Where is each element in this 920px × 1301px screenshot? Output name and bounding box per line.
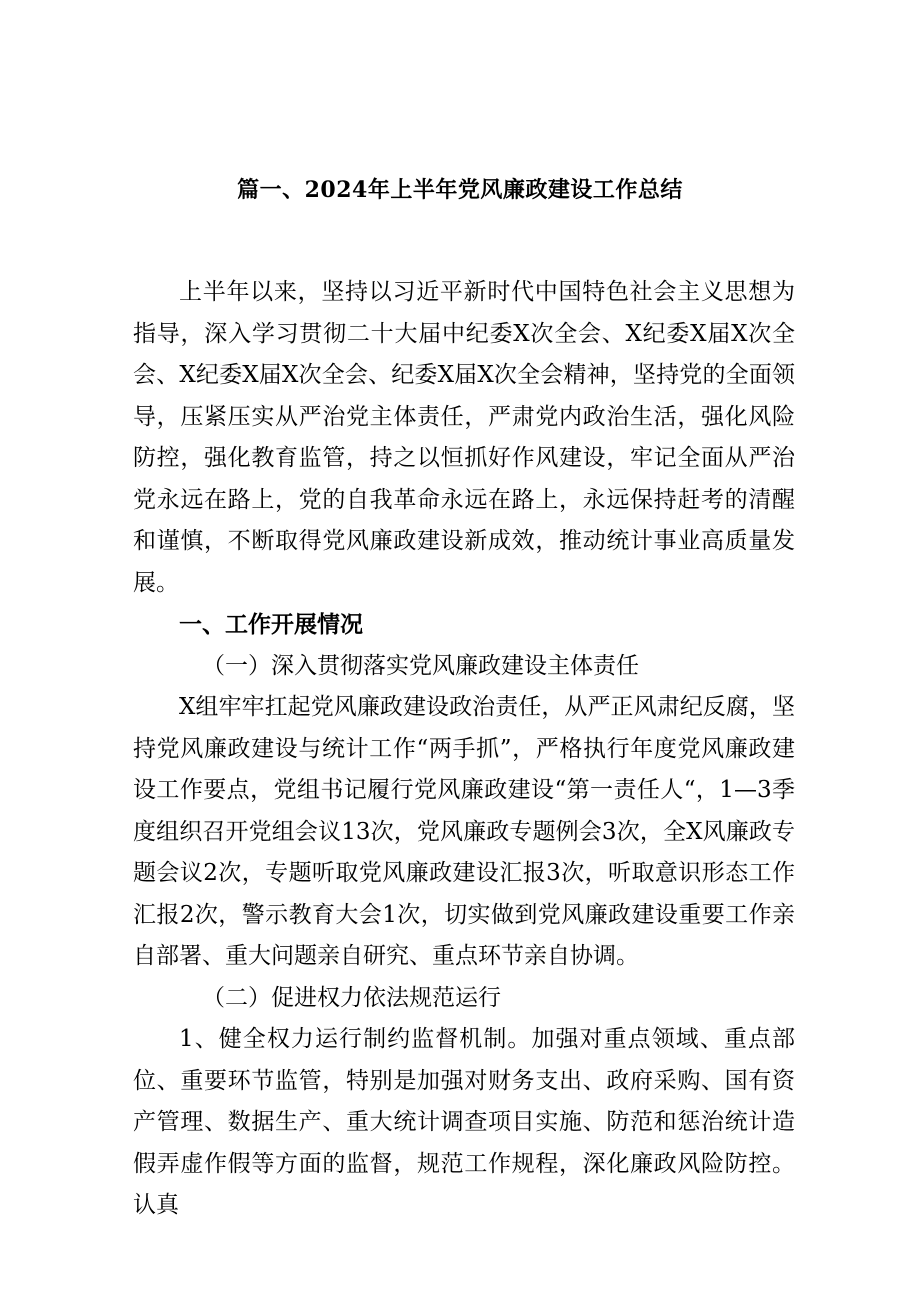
document-body [133,272,795,1227]
subsection-heading-power-regulation: （二）促进权力依法规范运行 [202,984,501,1011]
section-heading-work-progress: 一、工作开展情况 [179,611,363,638]
subsection-heading-responsibility: （一）深入贯彻落实党风廉政建设主体责任 [202,652,639,679]
responsibility-paragraph: X组牢牢扛起党风廉政建设政治责任，从严正风肃纪反腐，坚持党风廉政建设与统计工作“两手抓”，严格执行年度党风廉政建设工作要点，党组书记履行党风廉政建设“第一责任人“，1—3季度组织召开党组会议13次，党风廉政专题例会3次，全X风廉政专题会议2次，专题听取党风廉政建设汇报3次，听取意识形态工作汇报2次，警示教育大会1次，切实做到党风廉政建设重要工作亲自部署、重大问题亲自研究、重点环节亲自协调。 [133,694,795,969]
power-regulation-paragraph: 1、健全权力运行制约监督机制。加强对重点领域、重点部位、重要环节监管，特别是加强对财务支出、政府采购、国有资产管理、数据生产、重大统计调查项目实施、防范和惩治统计造假弄虚作假等方面的监督，规范工作规程，深化廉政风险防控。认真 [133,1026,795,1218]
document-title: 篇一、2024年上半年党风廉政建设工作总结 [237,177,683,203]
intro-paragraph: 上半年以来，坚持以习近平新时代中国特色社会主义思想为指导，深入学习贯彻二十大届中纪委X次全会、X纪委X届X次全会、X纪委X届X次全会、纪委X届X次全会精神，坚持党的全面领导，压紧压实从严治党主体责任，严肃党内政治生活，强化风险防控，强化教育监管，持之以恒抓好作风建设，牢记全面从严治党永远在路上，党的自我革命永远在路上，永远保持赶考的清醒和谨慎，不断取得党风廉政建设新成效，推动统计事业高质量发展。 [133,279,795,596]
